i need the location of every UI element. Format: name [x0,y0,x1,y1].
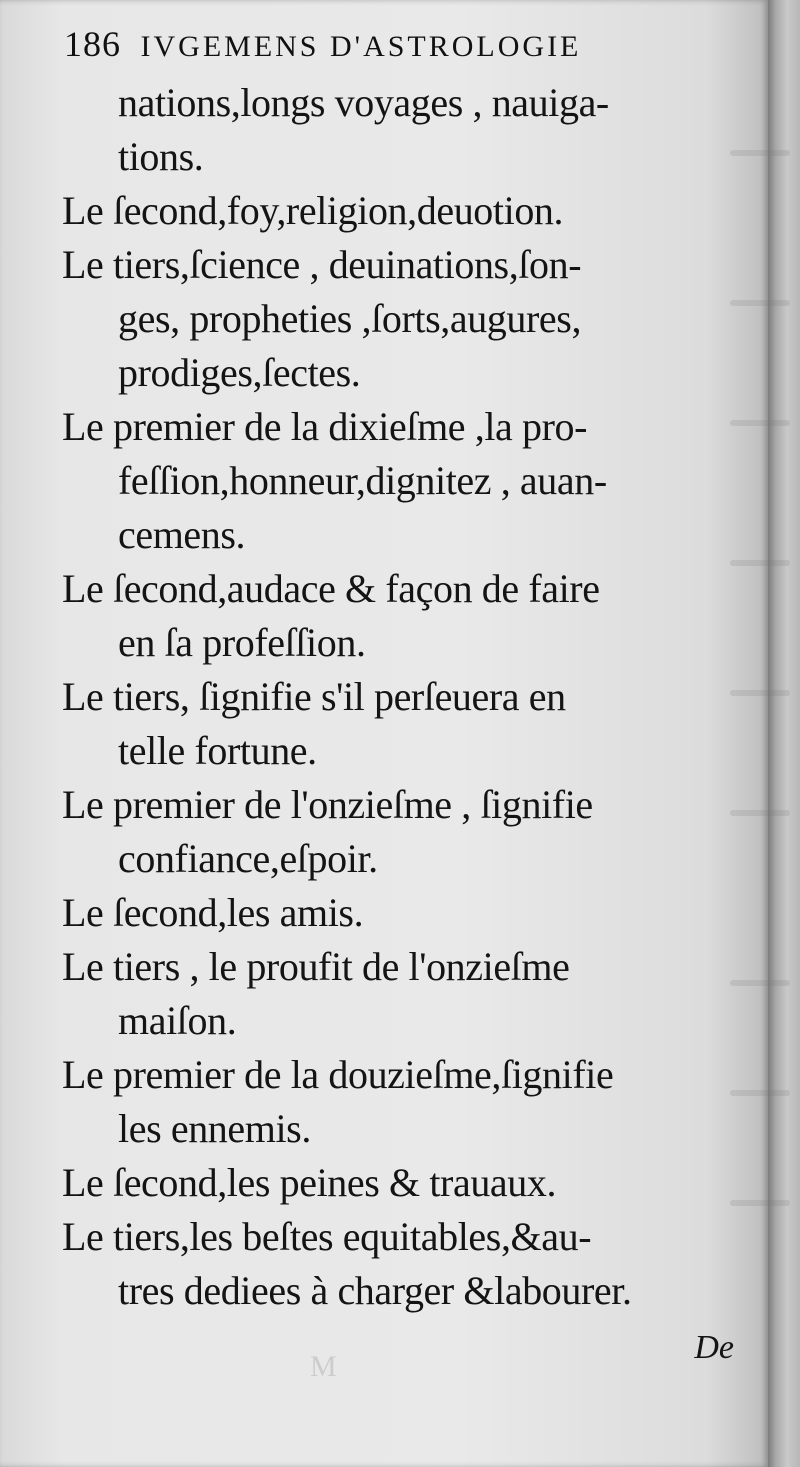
text-line: Le ſecond,les peines & trauaux. [62,1160,557,1205]
text-line: Le tiers , le proufit de l'onzieſme [62,944,570,989]
catchword: De [694,1329,734,1366]
text-line: Le tiers, ſignifie s'il perſeuera en [62,674,566,719]
page-number: 186 [64,24,121,64]
running-title: IVGEMENS D'ASTROLOGIE [140,30,582,63]
text-line: nations,longs voyages , nauiga- [118,80,609,125]
text-line: prodiges,ſectes. [118,350,361,395]
text-line: Le premier de la douzieſme,ſignifie [62,1052,614,1097]
text-line: maiſon. [118,998,237,1043]
text-line: tres dediees à charger &labourer. [118,1268,632,1313]
text-line: Le tiers,ſcience , deuinations,ſon- [62,242,582,287]
text-line: confiance,eſpoir. [118,836,378,881]
text-line: cemens. [118,512,246,557]
text-line: tions. [118,134,204,179]
signature-mark: M [310,1350,337,1383]
running-head [64,14,744,74]
text-line: les ennemis. [118,1106,311,1151]
text-line: Le premier de la dixieſme ,la pro- [62,404,588,449]
text-line: Le premier de l'onzieſme , ſignifie [62,782,593,827]
text-line: Le ſecond,foy,religion,deuotion. [62,188,564,233]
text-line: en ſa profeſſion. [118,620,366,665]
text-line: telle fortune. [118,728,317,773]
page-body [62,76,742,1318]
text-line: Le ſecond,audace & façon de faire [62,566,600,611]
text-line: Le tiers,les beſtes equitables,&au- [62,1214,592,1259]
text-line: Le ſecond,les amis. [62,890,364,935]
text-line: ges, propheties ,ſorts,augures, [118,296,582,341]
text-line: feſſion,honneur,dignitez , auan- [118,458,607,503]
